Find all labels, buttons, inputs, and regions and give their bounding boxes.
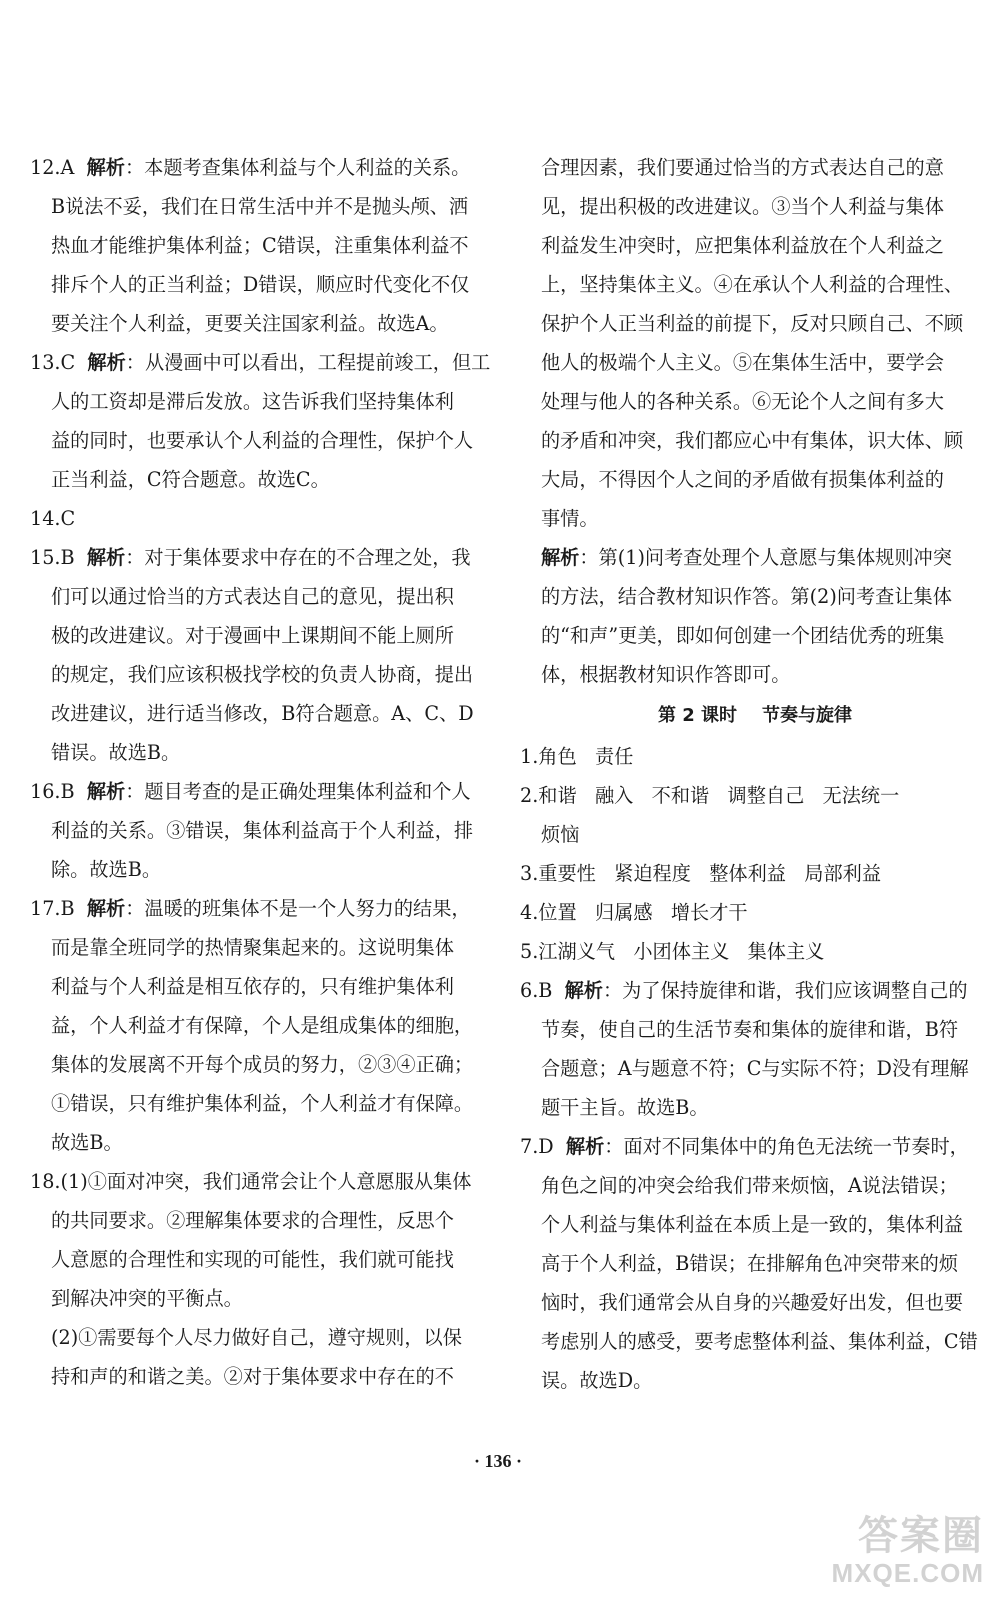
answer-text: 而是靠全班同学的热情聚集起来的。这说明集体 (51, 936, 454, 959)
answer-2: 2.和谐 融入 不和谐 调整自己 无法统一 (520, 784, 900, 807)
analysis-label: 解析 (86, 897, 126, 920)
answer-text: ①错误，只有维护集体利益，个人利益才有保障。 (51, 1092, 474, 1115)
answer-6 (520, 971, 990, 1127)
answer-text: 上，坚持集体主义。④在承认个人利益的合理性、 (541, 273, 964, 296)
question-number: 15.B (30, 546, 75, 569)
answer-text: 错误。故选B。 (51, 741, 181, 764)
analysis-label: 解析 (86, 780, 126, 803)
answer-text: (1)①面对冲突，我们通常会让个人意愿服从集体 (60, 1170, 472, 1193)
question-number: 7.D (520, 1135, 554, 1158)
answer-text: 们可以通过恰当的方式表达自己的意见，提出积 (51, 585, 454, 608)
answer-text: ：第(1)问考查处理个人意愿与集体规则冲突 (579, 546, 952, 569)
answer-text: ：本题考查集体利益与个人利益的关系。 (124, 156, 471, 179)
answer-text: ：从漫画中可以看出，工程提前竣工，但工 (125, 351, 491, 374)
answer-text: 集体的发展离不开每个成员的努力，②③④正确； (51, 1053, 474, 1076)
page-number: · 136 · (473, 1451, 522, 1471)
answer-text: 要关注个人利益，更要关注国家利益。故选A。 (51, 312, 449, 335)
answer-text: 改进建议，进行适当修改，B符合题意。A、C、D (51, 702, 474, 725)
answer-text: 极的改进建议。对于漫画中上课期间不能上厕所 (51, 624, 454, 647)
answer-text: 的方法，结合教材知识作答。第(2)问考查让集体 (541, 585, 952, 608)
question-number: 6.B (520, 979, 553, 1002)
answer-text: 处理与他人的各种关系。⑥无论个人之间有多大 (541, 390, 944, 413)
answer-2-continued: 烦恼 (541, 823, 580, 846)
analysis-label: 解析 (564, 979, 603, 1002)
question-number: 18. (30, 1170, 61, 1193)
answer-5: 5.江湖义气 小团体主义 集体主义 (520, 940, 825, 963)
lesson-title: 第 2 课时 节奏与旋律 (657, 705, 853, 726)
answer-text: B说法不妥，我们在日常生活中并不是抛头颅、洒 (51, 195, 469, 218)
analysis-label: 解析 (86, 546, 126, 569)
answer-text: ：为了保持旋律和谐，我们应该调整自己的 (603, 979, 968, 1002)
answer-18-analysis (520, 538, 990, 694)
answer-1: 1.角色 责任 (520, 745, 634, 768)
watermark-text: 答案圈 (858, 1514, 984, 1558)
answer-18-continued (520, 148, 990, 538)
answer-text: 利益的关系。③错误，集体利益高于个人利益，排 (51, 819, 474, 842)
answer-text: 角色之间的冲突会给我们带来烦恼，A说法错误； (541, 1174, 958, 1197)
answer-text: 的矛盾和冲突，我们都应心中有集体，识大体、顾 (541, 429, 964, 452)
question-number: 14.C (30, 507, 76, 530)
answer-4: 4.位置 归属感 增长才干 (520, 901, 748, 924)
answer-text: 题干主旨。故选B。 (541, 1096, 709, 1119)
question-number: 12.A (30, 156, 75, 179)
answer-text: 误。故选D。 (541, 1369, 653, 1392)
answer-text: 高于个人利益，B错误；在排解角色冲突带来的烦 (541, 1252, 959, 1275)
answer-text: 恼时，我们通常会从自身的兴趣爱好出发，但也要 (541, 1291, 964, 1314)
answer-text: 体，根据教材知识作答即可。 (541, 663, 791, 686)
answer-text: 合题意；A与题意不符；C与实际不符；D没有理解 (541, 1057, 969, 1080)
answer-text: 节奏，使自己的生活节奏和集体的旋律和谐，B符 (541, 1018, 959, 1041)
answer-text: 益，个人利益才有保障，个人是组成集体的细胞， (51, 1014, 474, 1037)
answer-text: 个人利益与集体利益在本质上是一致的，集体利益 (541, 1213, 964, 1236)
analysis-label: 解析 (565, 1135, 605, 1158)
answer-text: 人意愿的合理性和实现的可能性，我们就可能找 (51, 1248, 454, 1271)
answer-text: 保护个人正当利益的前提下，反对只顾自己、不顾 (541, 312, 964, 335)
answer-text: 大局，不得因个人之间的矛盾做有损集体利益的 (541, 468, 944, 491)
answer-15 (30, 538, 500, 772)
answer-7 (520, 1127, 990, 1400)
answer-text: 除。故选B。 (51, 858, 162, 881)
answer-text: 正当利益，C符合题意。故选C。 (51, 468, 330, 491)
answer-text: 人的工资却是滞后发放。这告诉我们坚持集体利 (51, 390, 454, 413)
question-number: 16.B (30, 780, 75, 803)
answer-text: 的“和声”更美，即如何创建一个团结优秀的班集 (541, 624, 945, 647)
watermark-url: MXQE.COM (831, 1558, 984, 1588)
analysis-label: 解析 (86, 156, 125, 179)
answer-text: 考虑别人的感受，要考虑整体利益、集体利益，C错 (541, 1330, 978, 1353)
answer-text: 事情。 (541, 507, 599, 530)
answer-text: 持和声的和谐之美。②对于集体要求中存在的不 (51, 1365, 454, 1388)
answer-text: 益的同时，也要承认个人利益的合理性，保护个人 (51, 429, 474, 452)
watermark-logo (759, 1514, 984, 1592)
answer-14 (30, 499, 500, 538)
answer-12 (30, 148, 500, 343)
answer-text: 的共同要求。②理解集体要求的合理性，反思个 (51, 1209, 454, 1232)
question-number: 13.C (30, 351, 76, 374)
answer-text: ：对于集体要求中存在的不合理之处，我 (125, 546, 471, 569)
answer-text: 故选B。 (51, 1131, 123, 1154)
answer-18 (30, 1162, 500, 1396)
analysis-label: 解析 (541, 546, 580, 569)
answer-text: 利益与个人利益是相互依存的，只有维护集体利 (51, 975, 454, 998)
question-number: 17.B (30, 897, 75, 920)
answer-text: 到解决冲突的平衡点。 (51, 1287, 243, 1310)
answer-text: ：面对不同集体中的角色无法统一节奏时， (604, 1135, 969, 1158)
answer-13 (30, 343, 500, 499)
answer-text: (2)①需要每个人尽力做好自己，遵守规则，以保 (51, 1326, 462, 1349)
answer-text: 排斥个人的正当利益；D错误，顺应时代变化不仅 (51, 273, 470, 296)
fill-in-answers (520, 737, 990, 971)
answer-text: ：温暖的班集体不是一个人努力的结果， (125, 897, 471, 920)
right-column (520, 148, 990, 1400)
left-column (30, 148, 500, 1396)
answer-text: 的规定，我们应该积极找学校的负责人协商，提出 (51, 663, 474, 686)
answer-text: ：题目考查的是正确处理集体利益和个人 (125, 780, 471, 803)
answer-3: 3.重要性 紧迫程度 整体利益 局部利益 (520, 862, 882, 885)
answer-16 (30, 772, 500, 889)
analysis-label: 解析 (87, 351, 126, 374)
answer-text: 他人的极端个人主义。⑤在集体生活中，要学会 (541, 351, 944, 374)
answer-text: 利益发生冲突时，应把集体利益放在个人利益之 (541, 234, 944, 257)
answer-text: 热血才能维护集体利益；C错误，注重集体利益不 (51, 234, 469, 257)
answer-17 (30, 889, 500, 1162)
answer-text: 合理因素，我们要通过恰当的方式表达自己的意 (541, 156, 944, 179)
answer-text: 见，提出积极的改进建议。③当个人利益与集体 (541, 195, 944, 218)
